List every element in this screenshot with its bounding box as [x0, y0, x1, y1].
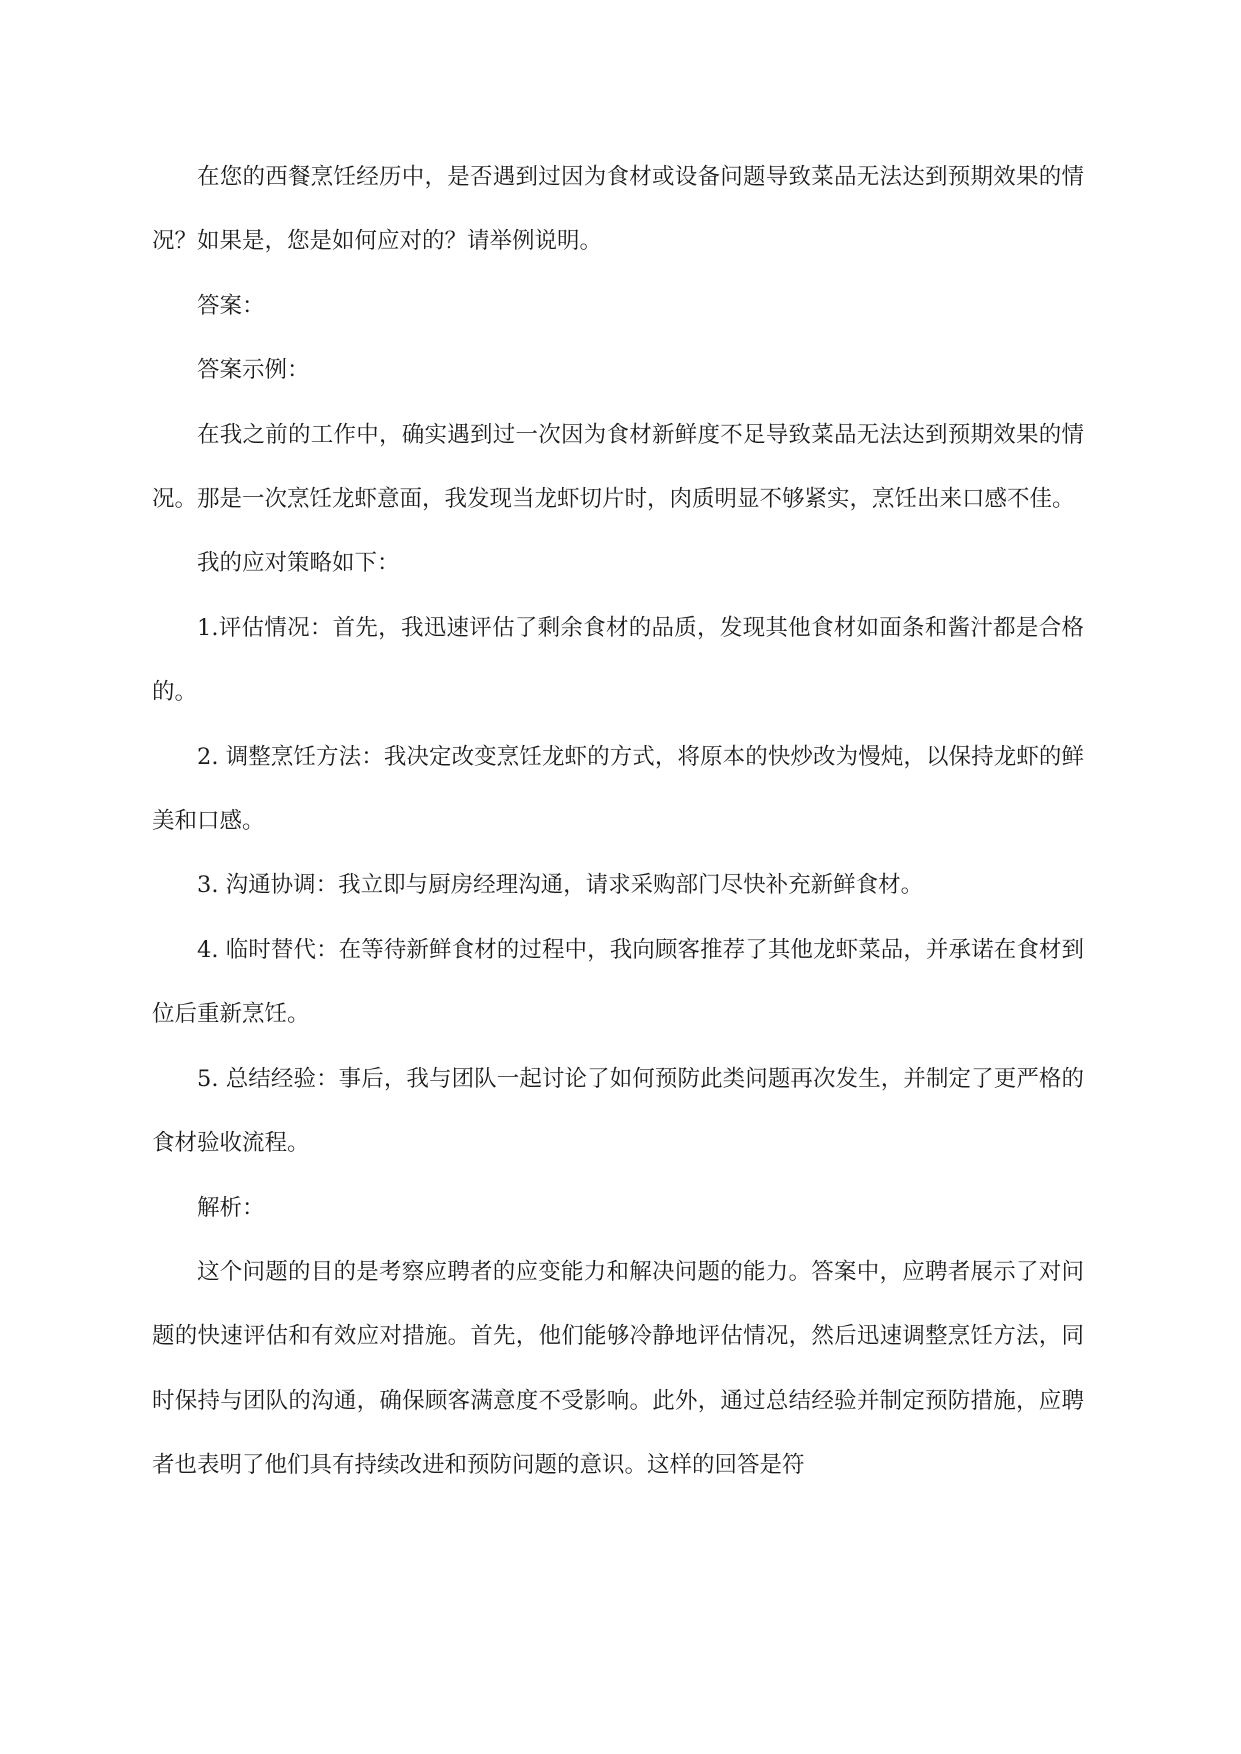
answer-example-heading: 答案示例：: [197, 357, 310, 384]
strategy-item-1: 1.评估情况：首先，我迅速评估了剩余食材的品质，发现其他食材如面条和酱汁都是合格的。: [152, 614, 1084, 706]
analysis-paragraph: 这个问题的目的是考察应聘者的应变能力和解决问题的能力。答案中，应聘者展示了对问题的快速评估和有效应对措施。首先，他们能够冷静地评估情况，然后迅速调整烹饪方法，同时保持与团队的沟通，确保顾客满意度不受影响。此外，通过总结经验并制定预防措施，应聘者也表明了他们具有持续改进和预防问题的意识。这样的回答是符: [152, 1258, 1084, 1479]
answer-intro-paragraph: 在我之前的工作中，确实遇到过一次因为食材新鲜度不足导致菜品无法达到预期效果的情况。那是一次烹饪龙虾意面，我发现当龙虾切片时，肉质明显不够紧实，烹饪出来口感不佳。: [152, 421, 1084, 513]
strategy-item-4: 4. 临时替代：在等待新鲜食材的过程中，我向顾客推荐了其他龙虾菜品，并承诺在食材到位后重新烹饪。: [152, 936, 1084, 1028]
analysis-heading: 解析：: [197, 1194, 265, 1221]
document-body: [152, 145, 1084, 1498]
question-paragraph: 在您的西餐烹饪经历中，是否遇到过因为食材或设备问题导致菜品无法达到预期效果的情况？如果是，您是如何应对的？请举例说明。: [152, 164, 1084, 255]
strategy-heading: 我的应对策略如下：: [197, 550, 400, 577]
strategy-item-3: 3. 沟通协调：我立即与厨房经理沟通，请求采购部门尽快补充新鲜食材。: [197, 872, 924, 899]
strategy-item-2: 2. 调整烹饪方法：我决定改变烹饪龙虾的方式，将原本的快炒改为慢炖，以保持龙虾的鲜美和口感。: [152, 743, 1084, 835]
answer-heading: 答案：: [197, 292, 265, 319]
strategy-item-5: 5. 总结经验：事后，我与团队一起讨论了如何预防此类问题再次发生，并制定了更严格的食材验收流程。: [152, 1065, 1084, 1157]
